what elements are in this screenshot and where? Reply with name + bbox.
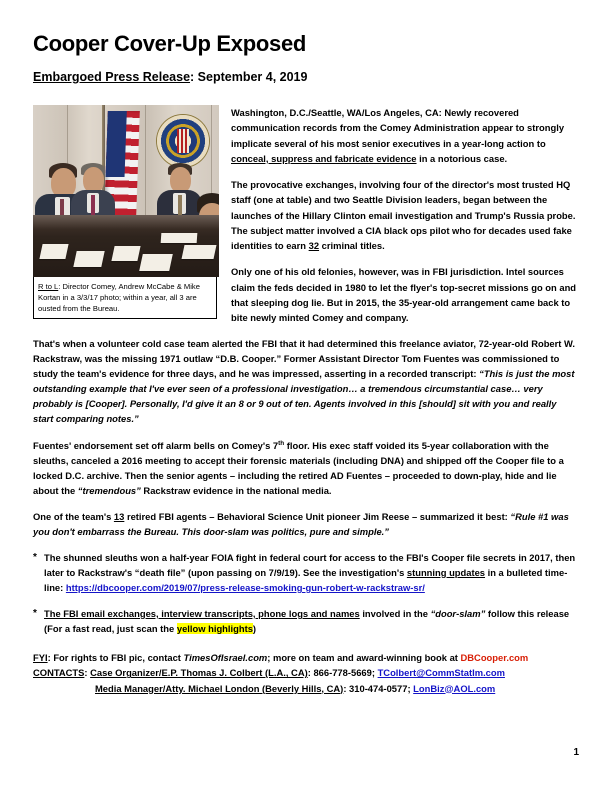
subtitle-embargo-label: Embargoed Press Release xyxy=(33,70,191,85)
reese-quote: “Rule #1 was you don't embarrass the Bureau. This door-slam was politics, pure and simple.” xyxy=(33,510,569,537)
reese-part1: One of the team's xyxy=(33,510,114,522)
caption-text: : Director Comey, Andrew McCabe & Mike Kortan in a 3/3/17 photo; within a year, all 3 are ousted from the Bureau. xyxy=(38,282,200,314)
footer-contact-line-1 xyxy=(33,665,579,680)
contacts-sep: : xyxy=(84,667,91,679)
contact1-sep: : xyxy=(307,667,314,679)
paragraph-cold-case xyxy=(33,336,579,426)
bullet-star-icon: * xyxy=(33,551,37,563)
lead-part1: Newly recovered communication records from the Comey Administration appear to strongly implicate several of his most senior executives in a year-long action to xyxy=(231,107,565,149)
bullet1-part2: in a bulleted time-line: xyxy=(44,566,568,593)
page-number: 1 xyxy=(573,747,579,758)
fbi-conference-room-photo xyxy=(33,105,219,277)
ordinal-suffix: th xyxy=(278,439,285,447)
door-slam-quoted: “door-slam” xyxy=(430,607,486,619)
fuentes-quote: “This is just the most outstanding example that I've ever seen of a professional investigation… a tremendous circumstantial case… very probably is [Cooper]. Personally, I'd give it an 8 or 9 out of ten. Agents involved in this [should] sit with you and really start comparing notes.” xyxy=(33,368,575,425)
bullet1-underlined: stunning updates xyxy=(406,566,486,578)
contact2-phone: 310-474-0577 xyxy=(349,682,408,694)
bullet2-part3: ) xyxy=(252,622,257,634)
contacts-label: CONTACTS xyxy=(33,667,85,679)
contact1-phone: 866-778-5669 xyxy=(313,667,372,679)
contact1-email-link[interactable]: TColbert@CommStatIm.com xyxy=(377,667,505,679)
bullet2-underlined: The FBI email exchanges, interview transcripts, phone logs and names xyxy=(44,607,360,619)
fuentes-part1: Fuentes' endorsement set off alarm bells on Comey's 7 xyxy=(33,439,279,451)
bullet-email-exchanges xyxy=(33,606,579,636)
tremendous-quoted-word: “tremendous” xyxy=(77,484,141,496)
lead-underlined-phrase: conceal, suppress and fabricate evidence xyxy=(231,152,417,164)
contact2-sep: : xyxy=(343,682,350,694)
fyi-part2: ; more on team and award-winning book at xyxy=(267,652,461,664)
document-content xyxy=(33,32,579,696)
figure-photo-with-caption xyxy=(33,105,223,319)
footer-fyi-line xyxy=(33,650,579,665)
para-part1: The provocative exchanges, involving four of the director's most trusted HQ staff (one at table) and two Seattle Division leaders, began between the launches of the Hillary Clinton email investigation and Trump's Russia probe. The subject matter involved a CIA black ops pilot who for decades used fake identities to earn xyxy=(231,179,576,252)
paragraph-fbi-jurisdiction: Only one of his old felonies, however, was in FBI jurisdiction. Intel sources claim the feds decided in 1980 to let the flyer's top-secret missions go on and that sleeping dog lie. But in 2015, the 35-year-old arrangement came back to bite newly minted Comey and company. xyxy=(231,266,577,323)
reese-underlined-count: 13 xyxy=(113,510,125,522)
contact1-semi: ; xyxy=(371,667,378,679)
hero-block xyxy=(33,105,579,336)
bullet2-part2: follow this release (For a fast read, just scan the xyxy=(44,607,570,634)
page-title: Cooper Cover-Up Exposed xyxy=(33,31,307,56)
dbcooper-timeline-link[interactable]: https://dbcooper.com/2019/07/press-release-smoking-gun-robert-w-rackstraw-sr/ xyxy=(65,581,425,593)
subtitle xyxy=(33,70,579,85)
coldcase-part1: That's when a volunteer cold case team alerted the FBI that it had determined this freelance aviator, 72-year-old Robert W. Rackstraw, was the missing 1971 outlaw “D.B. Cooper.” Former Assistant Director Tom Fuentes was commissioned to study the team's evidence for three days, and he was impressed, asserting in a recorded transcript: xyxy=(33,338,575,380)
fyi-label: FYI xyxy=(33,652,48,664)
fuentes-part3: Rackstraw evidence in the national media. xyxy=(140,484,332,496)
bullet-star-icon: * xyxy=(33,607,37,619)
para-underlined-count: 32 xyxy=(308,240,320,252)
timesofisrael-mention: TimesOfIsrael.com xyxy=(183,652,268,664)
fyi-part1: : For rights to FBI pic, contact xyxy=(47,652,184,664)
caption-lead: R to L xyxy=(38,282,59,292)
contact2-name: Media Manager/Atty. Michael London (Beverly Hills, CA) xyxy=(95,682,344,694)
photo-caption xyxy=(33,277,217,319)
reese-part2: retired FBI agents – Behavioral Science Unit pioneer Jim Reese – summarized it best: xyxy=(124,510,511,522)
lead-part2: in a notorious case. xyxy=(416,152,508,164)
bullet2-part1: involved in the xyxy=(359,607,431,619)
paragraph-fuentes-endorsement xyxy=(33,438,579,498)
footer-contact-line-2 xyxy=(95,681,579,696)
dbcooper-brand-text: DBCooper.com xyxy=(460,652,529,664)
dateline: Washington, D.C./Seattle, WA/Los Angeles, CA: xyxy=(231,107,442,119)
paragraph-reese xyxy=(33,509,579,539)
contact2-semi: ; xyxy=(407,682,414,694)
para-part2: criminal titles. xyxy=(319,240,385,252)
contact1-name: Case Organizer/E.P. Thomas J. Colbert (L.A., CA) xyxy=(90,667,308,679)
fuentes-part2: floor. His exec staff voided its 5-year collaboration with the sleuths, canceled a 2016 meeting to accept their forensic materials (including DNA) and shipped off the Cooper file to a locked D.C. archive. Then the senior agents – including the retired AD Fuentes – proceeded to down-play, hide and lie about the xyxy=(33,439,564,496)
yellow-highlight-mention: yellow highlights xyxy=(176,622,253,634)
contact2-email-link[interactable]: LonBiz@AOL.com xyxy=(413,682,496,694)
bullet-foia-fight xyxy=(33,550,579,595)
fbi-seal-icon xyxy=(157,115,209,167)
footer-block xyxy=(33,650,579,696)
bullet1-part1: The shunned sleuths won a half-year FOIA fight in federal court for access to the FBI's Cooper file secrets in 2017, then later to Rackstraw's “death file” (upon passing on 7/9/19). See the investigation's xyxy=(44,551,576,578)
subtitle-date: : September 4, 2019 xyxy=(190,70,308,85)
